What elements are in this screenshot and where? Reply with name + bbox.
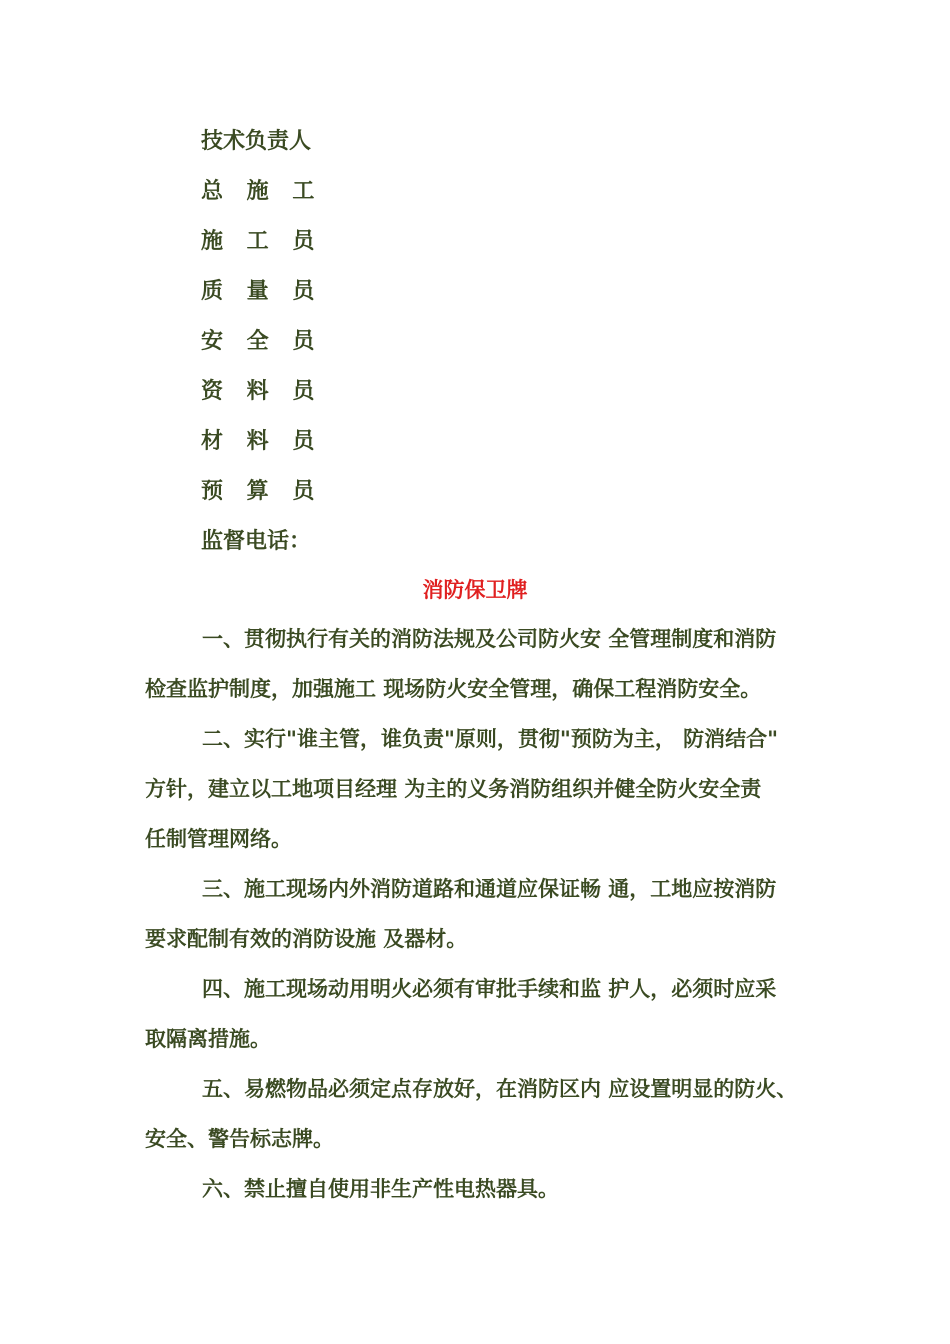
paragraph-line: 四、施工现场动用明火必须有审批手续和监 护人，必须时应采: [202, 977, 777, 1001]
regulation-item-5: [145, 1064, 815, 1164]
paragraph-line: 六、禁止擅自使用非生产性电热器具。: [202, 1177, 559, 1201]
section-title: 消防保卫牌: [422, 578, 528, 602]
role-materials-officer: 材 料 员: [201, 429, 323, 454]
supervision-phone-label: 监督电话：: [201, 529, 312, 554]
paragraph-line: 安全、警告标志牌。: [145, 1127, 334, 1151]
paragraph-line: 方针，建立以工地项目经理 为主的义务消防组织并健全防火安全责: [145, 777, 762, 801]
role-quality-officer: 质 量 员: [201, 279, 323, 304]
role-safety-officer: 安 全 员: [201, 329, 323, 354]
role-constructor: 施 工 员: [201, 229, 323, 254]
regulation-item-3: [145, 864, 815, 964]
paragraph-line: 五、易燃物品必须定点存放好，在消防区内 应设置明显的防火、: [202, 1077, 798, 1101]
role-documentation-officer: 资 料 员: [201, 379, 323, 404]
paragraph-line: 一、贯彻执行有关的消防法规及公司防火安 全管理制度和消防: [202, 627, 777, 651]
regulation-item-2: [145, 714, 815, 864]
paragraph-line: 检查监护制度，加强施工 现场防火安全管理，确保工程消防安全。: [145, 677, 762, 701]
regulation-body: [145, 614, 815, 1214]
paragraph-line: 要求配制有效的消防设施 及器材。: [145, 927, 468, 951]
regulation-item-1: [145, 614, 815, 714]
role-technical-lead: 技术负责人: [201, 129, 312, 154]
paragraph-line: 任制管理网络。: [145, 827, 292, 851]
regulation-item-6: [145, 1164, 815, 1214]
regulation-item-4: [145, 964, 815, 1064]
paragraph-line: 取隔离措施。: [145, 1027, 271, 1051]
role-budget-officer: 预 算 员: [201, 479, 323, 504]
paragraph-line: 二、实行"谁主管，谁负责"原则，贯彻"预防为主， 防消结合": [202, 727, 779, 751]
paragraph-line: 三、施工现场内外消防道路和通道应保证畅 通，工地应按消防: [202, 877, 777, 901]
role-list: [201, 122, 601, 572]
role-general-construction: 总 施 工: [201, 179, 323, 204]
